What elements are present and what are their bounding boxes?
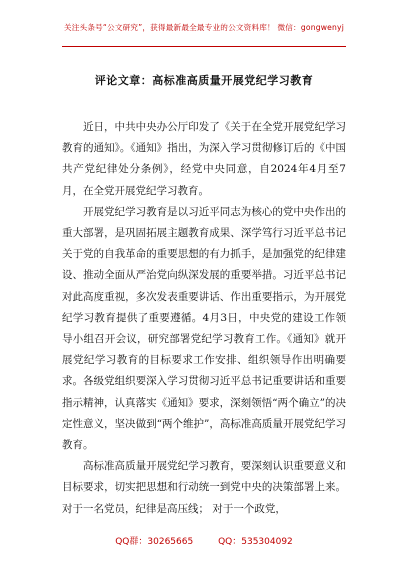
document-body: [62, 117, 346, 520]
qq-group-text: QQ群：30265665: [115, 537, 194, 547]
body-paragraph: 高标准高质量开展党纪学习教育，要深刻认识重要意义和目标要求，切实把思想和行动统一到党中央的决策部署上来。对于一名党员，纪律是高压线； 对于一个政党，: [62, 460, 346, 515]
footer-contact: [0, 534, 408, 547]
body-paragraph: 近日，中共中央办公厅印发了《关于在全党开展党纪学习教育的通知》。《通知》指出，为深入学习贯彻修订后的《中国共产党纪律处分条例》，经党中央同意，自2024年4月至7月，在全党开展党纪学习教育。: [62, 121, 346, 197]
promo-banner: 关注头条号“公文研究”，获得最新最全最专业的公文资料库！ 微信：gongwenyj: [63, 23, 345, 32]
header-divider: [62, 46, 346, 47]
qq-number-text: QQ：535304092: [218, 537, 293, 547]
body-paragraph: 开展党纪学习教育是以习近平同志为核心的党中央作出的重大部署，是巩固拓展主题教育成果、深学笃行习近平总书记关于党的自我革命的重要思想的有力抓手，是加强党的纪律建设、推动全面从严治党向纵深发展的重要举措。习近平总书记对此高度重视，多次发表重要讲话、作出重要指示，为开展党纪学习教育提供了重要遵循。4月3日，中央党的建设工作领导小组召开会议，研究部署党纪学习教育工作。《通知》就开展党纪学习教育的目标要求工作安排、组织领导作出明确要求。各级党组织要深入学习贯彻习近平总书记重要讲话和重要指示精神，认真落实《通知》要求，深刻领悟“两个确立”的决定性意义，坚决做到“两个维护”，高标准高质量开展党纪学习教育。: [62, 205, 346, 452]
document-title: 评论文章：高标准高质量开展党纪学习教育: [94, 74, 314, 87]
